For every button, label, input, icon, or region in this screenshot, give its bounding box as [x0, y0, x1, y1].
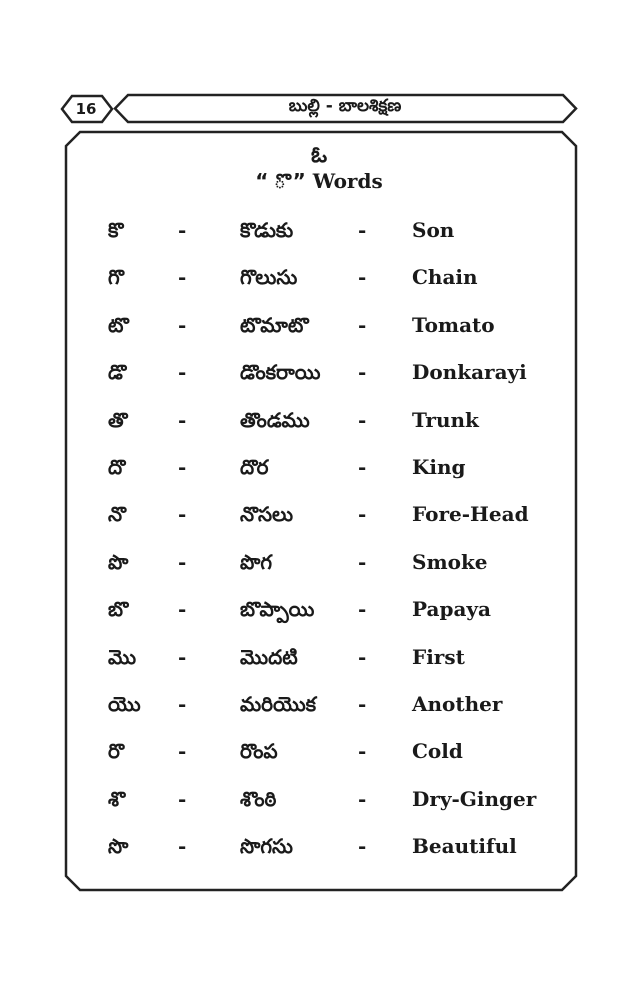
word-row — [0, 494, 638, 541]
dash: - — [358, 360, 367, 385]
english-meaning: Papaya — [412, 597, 491, 622]
dash: - — [178, 454, 187, 479]
dash: - — [358, 691, 367, 716]
word-row — [0, 400, 638, 447]
dash: - — [358, 407, 367, 432]
telugu-word: కొడుకు — [240, 218, 294, 242]
telugu-word: బొప్పాయి — [240, 597, 315, 622]
dash: - — [178, 644, 187, 669]
english-meaning: Dry-Ginger — [412, 786, 537, 811]
dash: - — [358, 644, 367, 669]
english-meaning: Son — [412, 218, 455, 242]
telugu-letter: గొ — [108, 265, 124, 290]
telugu-letter: యొ — [108, 691, 141, 716]
word-row — [0, 257, 638, 304]
telugu-word: దొర — [240, 454, 269, 479]
word-row — [0, 684, 638, 731]
telugu-letter: బొ — [108, 597, 129, 622]
telugu-word: తొండము — [240, 407, 310, 432]
english-meaning: Chain — [412, 265, 478, 290]
telugu-letter: సొ — [108, 834, 129, 859]
section-heading — [0, 145, 638, 195]
dash: - — [358, 312, 367, 337]
word-list — [0, 210, 638, 873]
telugu-word: టొమాటొ — [240, 312, 309, 337]
page-number: 16 — [75, 100, 97, 118]
english-meaning: Another — [412, 691, 503, 716]
word-row — [0, 352, 638, 399]
telugu-letter: టొ — [108, 312, 129, 337]
telugu-letter: శొ — [108, 786, 126, 811]
telugu-word: మొదటి — [240, 644, 298, 669]
english-meaning: Trunk — [412, 407, 479, 432]
telugu-letter: నొ — [108, 502, 126, 527]
dash: - — [178, 834, 187, 859]
dash: - — [178, 786, 187, 811]
dash: - — [358, 265, 367, 290]
heading-line — [0, 167, 638, 195]
word-row — [0, 731, 638, 778]
telugu-word: రొంప — [240, 739, 278, 764]
dash: - — [178, 265, 187, 290]
word-row — [0, 447, 638, 494]
dash: - — [358, 218, 367, 242]
telugu-letter: పొ — [108, 549, 129, 574]
english-meaning: King — [412, 454, 466, 479]
dash: - — [358, 834, 367, 859]
dash: - — [178, 549, 187, 574]
english-meaning: Tomato — [412, 312, 495, 337]
dash: - — [178, 360, 187, 385]
dash: - — [178, 739, 187, 764]
dash: - — [358, 502, 367, 527]
book-title: బుల్లి - బాలశిక్షణ — [288, 96, 402, 116]
telugu-word: డొంకరాయి — [240, 360, 321, 385]
vowel-sign-quoted: “ ొ ” — [255, 169, 306, 193]
word-row — [0, 779, 638, 826]
telugu-letter: రొ — [108, 739, 125, 764]
dash: - — [178, 597, 187, 622]
word-row — [0, 305, 638, 352]
telugu-letter: కొ — [108, 218, 124, 242]
word-row — [0, 210, 638, 257]
dash: - — [178, 502, 187, 527]
vowel-glyph: ఓ — [310, 143, 328, 168]
telugu-letter: దొ — [108, 454, 126, 479]
telugu-word: పొగ — [240, 549, 273, 574]
dash: - — [358, 454, 367, 479]
english-meaning: Beautiful — [412, 834, 517, 859]
word-row — [0, 826, 638, 873]
dash: - — [358, 786, 367, 811]
dash: - — [178, 218, 187, 242]
telugu-letter: డొ — [108, 360, 127, 385]
word-row — [0, 637, 638, 684]
telugu-word: శొంఠి — [240, 786, 277, 811]
english-meaning: Fore-Head — [412, 502, 529, 527]
telugu-letter: మొ — [108, 644, 137, 669]
dash: - — [358, 597, 367, 622]
english-meaning: Donkarayi — [412, 360, 527, 385]
dash: - — [178, 407, 187, 432]
dash: - — [178, 312, 187, 337]
telugu-letter: తొ — [108, 407, 128, 432]
telugu-word: సొగసు — [240, 834, 293, 859]
dash: - — [358, 549, 367, 574]
telugu-word: నొసలు — [240, 502, 294, 527]
heading-word: Words — [312, 169, 383, 193]
word-row — [0, 542, 638, 589]
telugu-word: గొలుసు — [240, 265, 298, 290]
dash: - — [358, 739, 367, 764]
word-row — [0, 589, 638, 636]
english-meaning: Smoke — [412, 549, 488, 574]
english-meaning: First — [412, 644, 465, 669]
english-meaning: Cold — [412, 739, 463, 764]
dash: - — [178, 691, 187, 716]
telugu-word: మరియొక — [240, 691, 317, 716]
